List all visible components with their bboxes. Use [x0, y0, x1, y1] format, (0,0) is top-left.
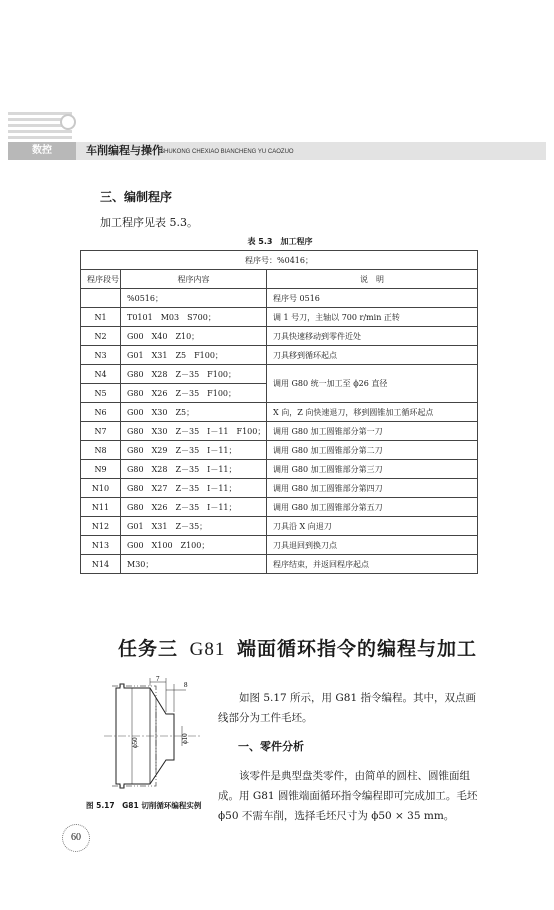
- table-row: [81, 536, 478, 555]
- table-caption: 表 5.3 加工程序: [247, 237, 313, 246]
- program-content-cell: G80 X26 Z－35 I－11；: [121, 498, 267, 517]
- block-number-cell: N6: [81, 403, 121, 422]
- figure-caption: 图 5.17 G81 切削循环编程实例: [86, 801, 202, 810]
- task-prefix: 任务三: [118, 638, 179, 660]
- block-number-cell: [81, 289, 121, 308]
- book-title: 车削编程与操作: [86, 144, 163, 157]
- running-header: [0, 112, 554, 160]
- table-row: [81, 289, 478, 308]
- program-content-cell: %0516；: [121, 289, 267, 308]
- note-cell: 刀具退回到换刀点: [267, 536, 478, 555]
- body-paragraph-1: 如图 5.17 所示，用 G81 指令编程。其中，双点画线部分为工件毛坯。: [218, 692, 476, 724]
- dim-label-7: 7: [156, 675, 160, 683]
- block-number-cell: N7: [81, 422, 121, 441]
- block-number-cell: N14: [81, 555, 121, 574]
- note-cell: 调用 G80 加工圆锥部分第三刀: [267, 460, 478, 479]
- program-content-cell: G80 X30 Z－35 I－11 F100；: [121, 422, 267, 441]
- note-cell: 调 1 号刀，主轴以 700 r/min 正转: [267, 308, 478, 327]
- task-title: [118, 634, 477, 661]
- table-row: [81, 308, 478, 327]
- program-content-cell: G80 X29 Z－35 I－11；: [121, 441, 267, 460]
- note-cell: 调用 G80 加工圆锥部分第五刀: [267, 498, 478, 517]
- block-number-cell: N5: [81, 384, 121, 403]
- dim-label-phi50: ϕ50: [131, 737, 139, 748]
- program-content-cell: G80 X27 Z－35 I－11；: [121, 479, 267, 498]
- col-header-note: 说 明: [267, 270, 478, 289]
- task-command: G81: [189, 639, 226, 660]
- page-number: 60: [62, 824, 90, 852]
- book-pinyin: SHUKONG CHEXIAO BIANCHENG YU CAOZUO: [160, 149, 294, 155]
- note-cell: 调用 G80 加工圆锥部分第二刀: [267, 441, 478, 460]
- table-row: [81, 460, 478, 479]
- note-cell: 程序号 0516: [267, 289, 478, 308]
- program-content-cell: G80 X26 Z－35 F100；: [121, 384, 267, 403]
- note-cell: 刀具沿 X 向退刀: [267, 517, 478, 536]
- dim-label-phi10: ϕ10: [181, 733, 189, 744]
- task-title-text: 端面循环指令的编程与加工: [237, 638, 478, 660]
- program-content-cell: G01 X31 Z5 F100；: [121, 346, 267, 365]
- block-number-cell: N11: [81, 498, 121, 517]
- note-cell: X 向，Z 向快速退刀，移到圆锥加工循环起点: [267, 403, 478, 422]
- dim-label-8: 8: [184, 681, 188, 689]
- block-number-cell: N3: [81, 346, 121, 365]
- block-number-cell: N8: [81, 441, 121, 460]
- note-cell: 调用 G80 加工圆锥部分第四刀: [267, 479, 478, 498]
- note-cell: 调用 G80 加工圆锥部分第一刀: [267, 422, 478, 441]
- intro-text: 加工程序见表 5.3。: [100, 216, 198, 229]
- block-number-cell: N13: [81, 536, 121, 555]
- program-content-cell: G80 X28 Z－35 F100；: [121, 365, 267, 384]
- subsection-heading: 一、零件分析: [238, 740, 304, 753]
- table-row: [81, 498, 478, 517]
- table-row: [81, 479, 478, 498]
- note-cell: 刀具移到循环起点: [267, 346, 478, 365]
- program-number-row: [81, 251, 478, 270]
- table-row: [81, 327, 478, 346]
- table-row: [81, 517, 478, 536]
- part-drawing: [96, 674, 208, 798]
- block-number-cell: N2: [81, 327, 121, 346]
- table-row: [81, 441, 478, 460]
- section-tag: 数控: [8, 142, 76, 160]
- body-paragraph-2: 该零件是典型盘类零件，由简单的圆柱、圆锥面组成。用 G81 圆锥端面循环指令编程即可完成加工。毛坯 ϕ50 不需车削，选择毛坯尺寸为 ϕ50 × 35 mm。: [218, 770, 478, 822]
- table-row: [81, 365, 478, 384]
- note-cell: 调用 G80 统一加工至 ϕ26 直径: [267, 365, 478, 403]
- program-content-cell: M30；: [121, 555, 267, 574]
- col-header-content: 程序内容: [121, 270, 267, 289]
- table-row: [81, 346, 478, 365]
- table-header-row: [81, 270, 478, 289]
- note-cell: 程序结束，并返回程序起点: [267, 555, 478, 574]
- col-header-block-no: 程序段号: [81, 270, 121, 289]
- program-content-cell: G00 X100 Z100；: [121, 536, 267, 555]
- program-table: [80, 250, 478, 574]
- section-heading: 三、编制程序: [100, 190, 173, 204]
- program-content-cell: G00 X40 Z10；: [121, 327, 267, 346]
- table-row: [81, 555, 478, 574]
- program-number: 程序号：%0416；: [81, 251, 478, 270]
- block-number-cell: N10: [81, 479, 121, 498]
- program-content-cell: T0101 M03 S700；: [121, 308, 267, 327]
- note-cell: 刀具快速移动到零件近处: [267, 327, 478, 346]
- block-number-cell: N9: [81, 460, 121, 479]
- block-number-cell: N1: [81, 308, 121, 327]
- program-content-cell: G01 X31 Z－35；: [121, 517, 267, 536]
- program-content-cell: G80 X28 Z－35 I－11；: [121, 460, 267, 479]
- table-row: [81, 422, 478, 441]
- block-number-cell: N4: [81, 365, 121, 384]
- table-row: [81, 403, 478, 422]
- header-ring-ornament: [60, 114, 76, 130]
- part-drawing-svg: [96, 674, 208, 798]
- block-number-cell: N12: [81, 517, 121, 536]
- program-content-cell: G00 X30 Z5；: [121, 403, 267, 422]
